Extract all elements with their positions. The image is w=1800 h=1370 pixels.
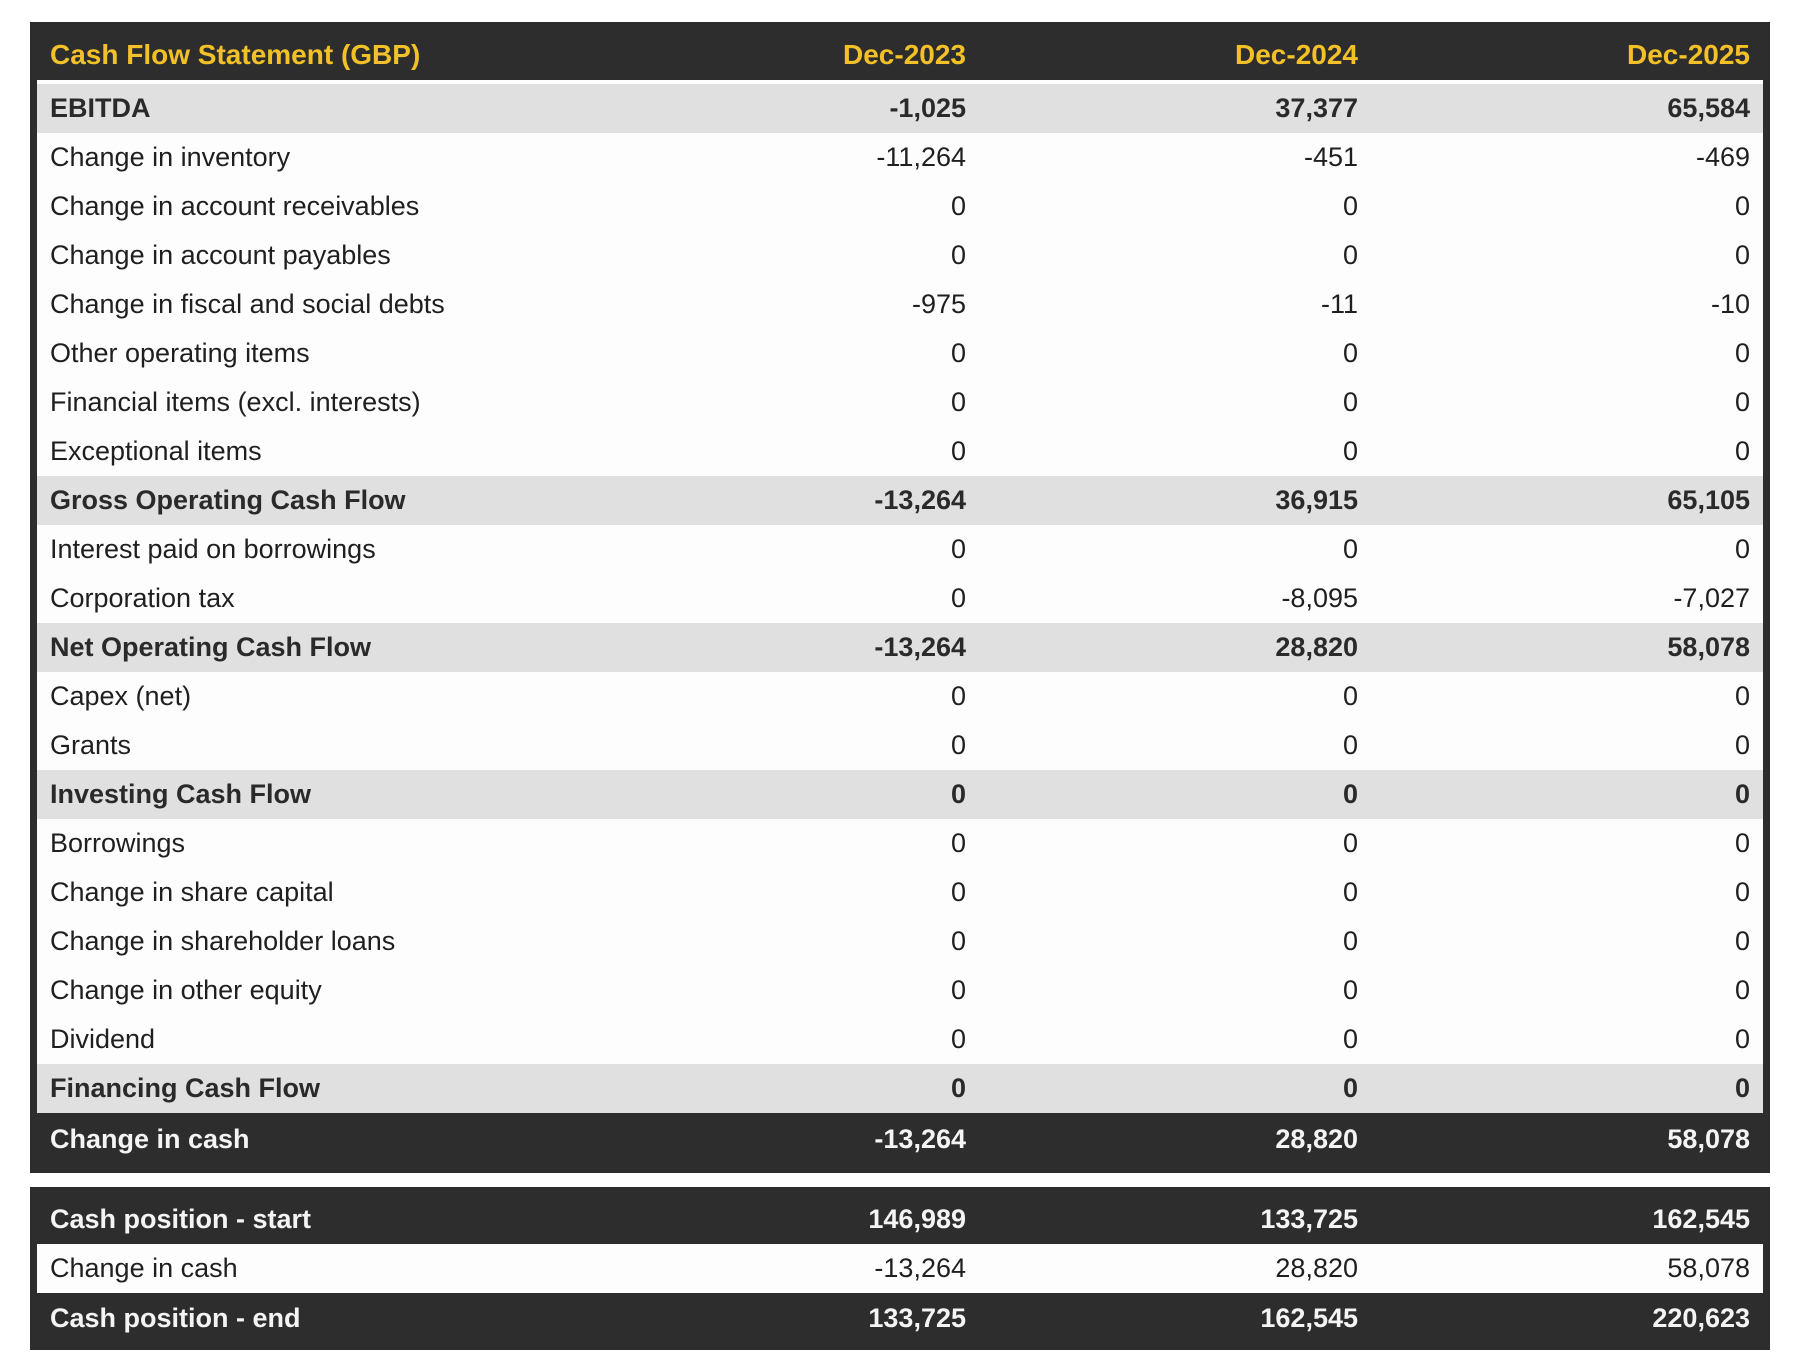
cell-value: 0 (1734, 1073, 1750, 1103)
row-label: Change in cash (50, 1253, 238, 1283)
cell-value: 0 (1342, 926, 1358, 956)
cell-value: 0 (950, 387, 966, 417)
main-table-body (37, 84, 1763, 1166)
cell-value: 0 (1342, 730, 1358, 760)
row-label: Cash position - end (50, 1302, 301, 1333)
table-row (37, 1194, 1763, 1244)
column-header-dec-2025: Dec-2025 (1627, 38, 1750, 70)
cell-value: 0 (950, 583, 966, 613)
cell-value: -13,264 (874, 1253, 966, 1283)
cell-value: 133,725 (868, 1302, 966, 1333)
table-row (37, 770, 1763, 819)
cell-value: 58,078 (1667, 1124, 1750, 1154)
cell-value: 0 (950, 779, 966, 809)
cell-value: 0 (1342, 338, 1358, 368)
cell-value: 0 (950, 975, 966, 1005)
table-row (37, 1244, 1763, 1293)
cell-value: 133,725 (1260, 1203, 1358, 1234)
table-row (37, 721, 1763, 770)
row-label: Change in fiscal and social debts (50, 289, 445, 319)
cell-value: 0 (1734, 828, 1750, 858)
cell-value: 0 (1342, 681, 1358, 711)
cell-value: 0 (1734, 240, 1750, 270)
row-label: Dividend (50, 1024, 156, 1054)
cell-value: 0 (1342, 1073, 1358, 1103)
row-label: Corporation tax (50, 583, 235, 613)
cell-value: 0 (1734, 975, 1750, 1005)
table-row (37, 182, 1763, 231)
cell-value: 0 (1342, 877, 1358, 907)
cell-value: 36,915 (1275, 485, 1358, 515)
cell-value: 0 (950, 338, 966, 368)
cell-value: -7,027 (1673, 583, 1750, 613)
table-row (37, 1015, 1763, 1064)
row-label: Financial items (excl. interests) (50, 387, 421, 417)
row-label: Change in other equity (50, 975, 322, 1005)
cell-value: -8,095 (1281, 583, 1358, 613)
cell-value: 0 (1342, 436, 1358, 466)
table-row (37, 868, 1763, 917)
cell-value: 0 (1734, 681, 1750, 711)
cell-value: -13,264 (874, 632, 966, 662)
cell-value: 220,623 (1652, 1302, 1750, 1333)
cell-value: 0 (950, 534, 966, 564)
table-row (37, 329, 1763, 378)
row-label: Other operating items (50, 338, 310, 368)
cell-value: -975 (911, 289, 966, 319)
cell-value: 0 (1342, 387, 1358, 417)
row-label: Interest paid on borrowings (50, 534, 376, 564)
row-label: Change in inventory (50, 142, 291, 172)
cell-value: 0 (1342, 975, 1358, 1005)
table-header-row (37, 29, 1763, 84)
table-row (37, 84, 1763, 133)
cell-value: 0 (1734, 926, 1750, 956)
table-row (37, 280, 1763, 329)
cell-value: 0 (950, 730, 966, 760)
cell-value: 0 (950, 191, 966, 221)
cell-value: 0 (1342, 534, 1358, 564)
column-header-dec-2024: Dec-2024 (1235, 38, 1358, 70)
column-header-dec-2023: Dec-2023 (843, 38, 966, 70)
cell-value: 146,989 (868, 1203, 966, 1234)
table-row (37, 427, 1763, 476)
row-label: Change in cash (50, 1124, 250, 1154)
cell-value: 0 (1342, 191, 1358, 221)
cell-value: 0 (950, 436, 966, 466)
table-title: Cash Flow Statement (GBP) (50, 38, 421, 70)
table-row (37, 476, 1763, 525)
table-row (37, 574, 1763, 623)
cell-value: 0 (950, 828, 966, 858)
cell-value: 162,545 (1652, 1203, 1750, 1234)
table-row (37, 1113, 1763, 1166)
table-row (37, 231, 1763, 280)
cell-value: 0 (1342, 240, 1358, 270)
row-label: Financing Cash Flow (50, 1073, 321, 1103)
cell-value: 0 (950, 240, 966, 270)
cell-value: 58,078 (1667, 1253, 1750, 1283)
table-row (37, 1293, 1763, 1343)
row-label: EBITDA (50, 93, 151, 123)
cell-value: 0 (1342, 828, 1358, 858)
row-label: Exceptional items (50, 436, 262, 466)
cell-value: 0 (1734, 779, 1750, 809)
cell-value: 0 (950, 681, 966, 711)
cell-value: -11,264 (876, 142, 966, 172)
cell-value: -13,264 (874, 1124, 966, 1154)
cell-value: 0 (950, 877, 966, 907)
cell-value: 0 (950, 1024, 966, 1054)
table-row (37, 966, 1763, 1015)
cell-value: 28,820 (1275, 632, 1358, 662)
section-spacer (30, 1173, 1770, 1187)
row-label: Change in account receivables (50, 191, 420, 221)
row-label: Change in share capital (50, 877, 334, 907)
cell-value: 0 (1734, 534, 1750, 564)
row-label: Grants (50, 730, 132, 760)
cell-value: 0 (950, 1073, 966, 1103)
cell-value: 0 (1342, 779, 1358, 809)
cell-value: 65,105 (1667, 485, 1750, 515)
table-row (37, 525, 1763, 574)
cell-value: 0 (1734, 1024, 1750, 1054)
table-row (37, 1064, 1763, 1113)
row-label: Investing Cash Flow (50, 779, 312, 809)
cash-flow-table (30, 22, 1770, 1173)
cell-value: 58,078 (1667, 632, 1750, 662)
table-row (37, 133, 1763, 182)
cash-position-table (30, 1187, 1770, 1350)
table-row (37, 819, 1763, 868)
cell-value: 0 (1734, 436, 1750, 466)
row-label: Capex (net) (50, 681, 192, 711)
cell-value: 37,377 (1275, 93, 1358, 123)
cell-value: 28,820 (1275, 1124, 1358, 1154)
cell-value: 0 (1342, 1024, 1358, 1054)
cell-value: 28,820 (1275, 1253, 1358, 1283)
cell-value: -1,025 (889, 93, 966, 123)
row-label: Cash position - start (50, 1203, 312, 1234)
cell-value: 0 (1734, 730, 1750, 760)
cell-value: -10 (1710, 289, 1750, 319)
row-label: Change in shareholder loans (50, 926, 396, 956)
table-row (37, 917, 1763, 966)
table-row (37, 623, 1763, 672)
row-label: Change in account payables (50, 240, 391, 270)
cell-value: -13,264 (874, 485, 966, 515)
summary-table-body (37, 1194, 1763, 1343)
row-label: Gross Operating Cash Flow (50, 485, 406, 515)
cell-value: 0 (1734, 387, 1750, 417)
cell-value: 0 (1734, 338, 1750, 368)
cell-value: 0 (1734, 191, 1750, 221)
cell-value: -11 (1320, 289, 1358, 319)
cell-value: 0 (1734, 877, 1750, 907)
table-row (37, 672, 1763, 721)
cell-value: 162,545 (1260, 1302, 1358, 1333)
cell-value: -469 (1695, 142, 1750, 172)
row-label: Borrowings (50, 828, 186, 858)
table-row (37, 378, 1763, 427)
cell-value: 65,584 (1667, 93, 1750, 123)
cell-value: -451 (1303, 142, 1358, 172)
row-label: Net Operating Cash Flow (50, 632, 372, 662)
cell-value: 0 (950, 926, 966, 956)
